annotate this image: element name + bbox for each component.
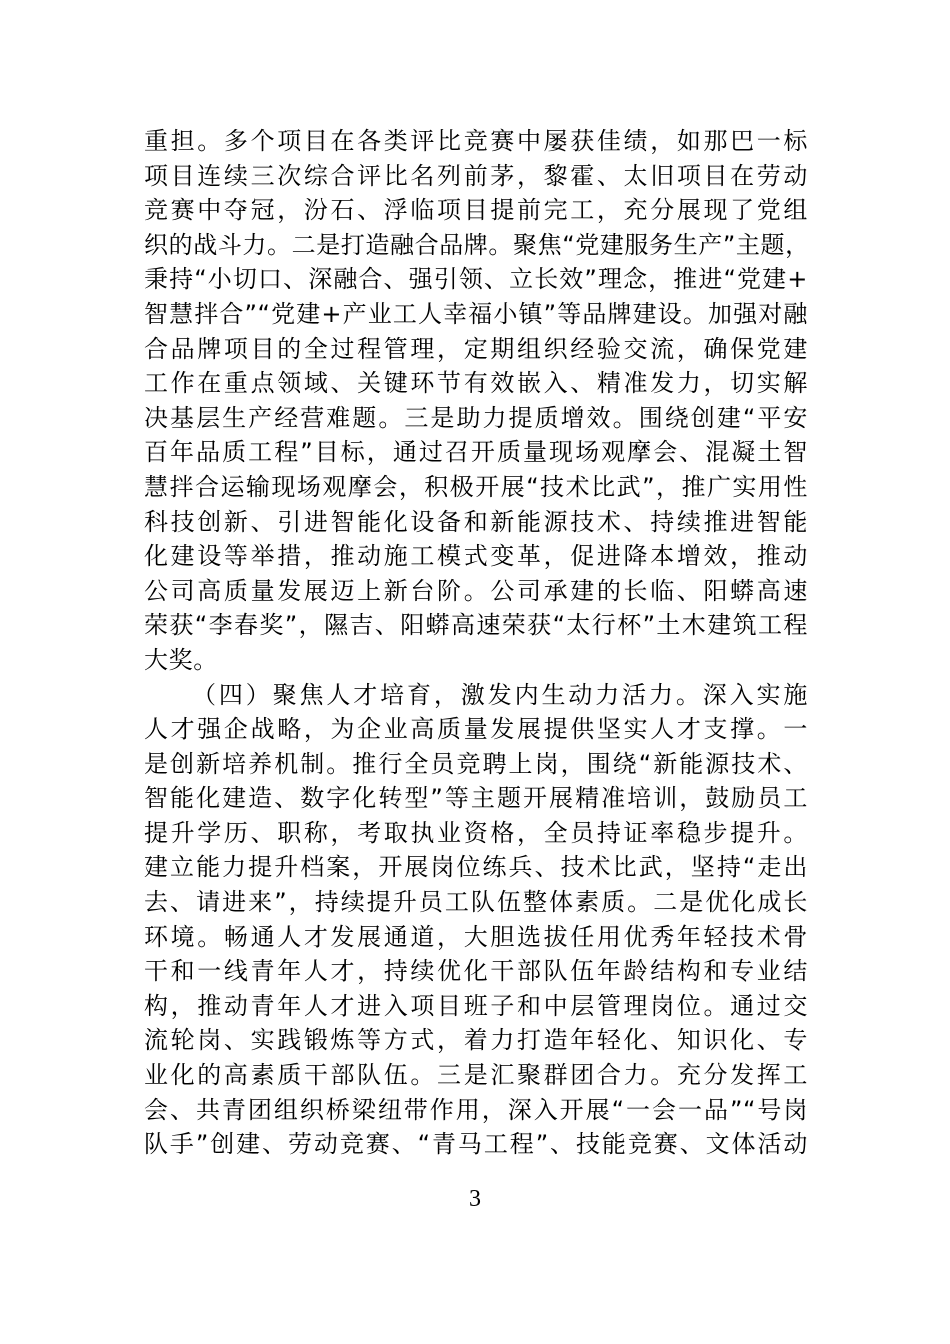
text-line: 项目连续三次综合评比名列前茅，黎霍、太旧项目在劳动 bbox=[144, 161, 808, 190]
text-line: 织的战斗力。二是打造融合品牌。聚焦“党建服务生产”主题， bbox=[144, 230, 810, 259]
text-line: 流轮岗、实践锻炼等方式，着力打造年轻化、知识化、专 bbox=[144, 1026, 808, 1055]
text-line: 构，推动青年人才进入项目班子和中层管理岗位。通过交 bbox=[144, 991, 808, 1020]
document-body bbox=[144, 124, 808, 1162]
text-line: 队手”创建、劳动竞赛、“青马工程”、技能竞赛、文体活动 bbox=[144, 1130, 808, 1159]
text-line: 建立能力提升档案，开展岗位练兵、技术比武，坚持“走出 bbox=[144, 853, 808, 882]
text-line: 化建设等举措，推动施工模式变革，促进降本增效，推动 bbox=[144, 542, 808, 571]
text-line: 会、共青团组织桥梁纽带作用，深入开展“一会一品”“号岗 bbox=[144, 1095, 808, 1124]
text-line: 秉持“小切口、深融合、强引领、立长效”理念，推进“党建+ bbox=[144, 265, 808, 294]
text-line: 科技创新、引进智能化设备和新能源技术、持续推进智能 bbox=[144, 507, 808, 536]
text-line: 合品牌项目的全过程管理，定期组织经验交流，确保党建 bbox=[144, 334, 808, 363]
text-line: 荣获“李春奖”，隰吉、阳蟒高速荣获“太行杯”土木建筑工程 bbox=[144, 611, 808, 640]
text-line: 干和一线青年人才，持续优化干部队伍年龄结构和专业结 bbox=[144, 957, 808, 986]
text-line: 工作在重点领域、关键环节有效嵌入、精准发力，切实解 bbox=[144, 369, 808, 398]
text-line: 业化的高素质干部队伍。三是汇聚群团合力。充分发挥工 bbox=[144, 1061, 808, 1090]
text-line: 提升学历、职称，考取执业资格，全员持证率稳步提升。 bbox=[144, 818, 808, 847]
text-line: 慧拌合运输现场观摩会，积极开展“技术比武”，推广实用性 bbox=[144, 472, 808, 501]
text-line: 公司高质量发展迈上新台阶。公司承建的长临、阳蟒高速 bbox=[144, 576, 808, 605]
text-line: 决基层生产经营难题。三是助力提质增效。围绕创建“平安 bbox=[144, 403, 808, 432]
text-line: 人才强企战略，为企业高质量发展提供坚实人才支撑。一 bbox=[144, 715, 808, 744]
text-line: 智能化建造、数字化转型”等主题开展精准培训，鼓励员工 bbox=[144, 784, 808, 813]
text-line: 重担。多个项目在各类评比竞赛中屡获佳绩，如那巴一标 bbox=[144, 127, 808, 155]
text-line: 智慧拌合”“党建+产业工人幸福小镇”等品牌建设。加强对融 bbox=[144, 299, 808, 328]
text-line: 百年品质工程”目标，通过召开质量现场观摩会、混凝土智 bbox=[144, 438, 808, 467]
section-heading-line: （四）聚焦人才培育，激发内生动力活力。深入实施 bbox=[192, 680, 808, 709]
text-line: 环境。畅通人才发展通道，大胆选拔任用优秀年轻技术骨 bbox=[144, 922, 808, 951]
text-line: 去、请进来”，持续提升员工队伍整体素质。二是优化成长 bbox=[144, 888, 808, 917]
text-line: 竞赛中夺冠，汾石、浮临项目提前完工，充分展现了党组 bbox=[144, 196, 808, 225]
page-number: 3 bbox=[469, 1186, 481, 1212]
text-line: 是创新培养机制。推行全员竞聘上岗，围绕“新能源技术、 bbox=[144, 749, 808, 778]
text-line: 大奖。 bbox=[144, 645, 218, 674]
